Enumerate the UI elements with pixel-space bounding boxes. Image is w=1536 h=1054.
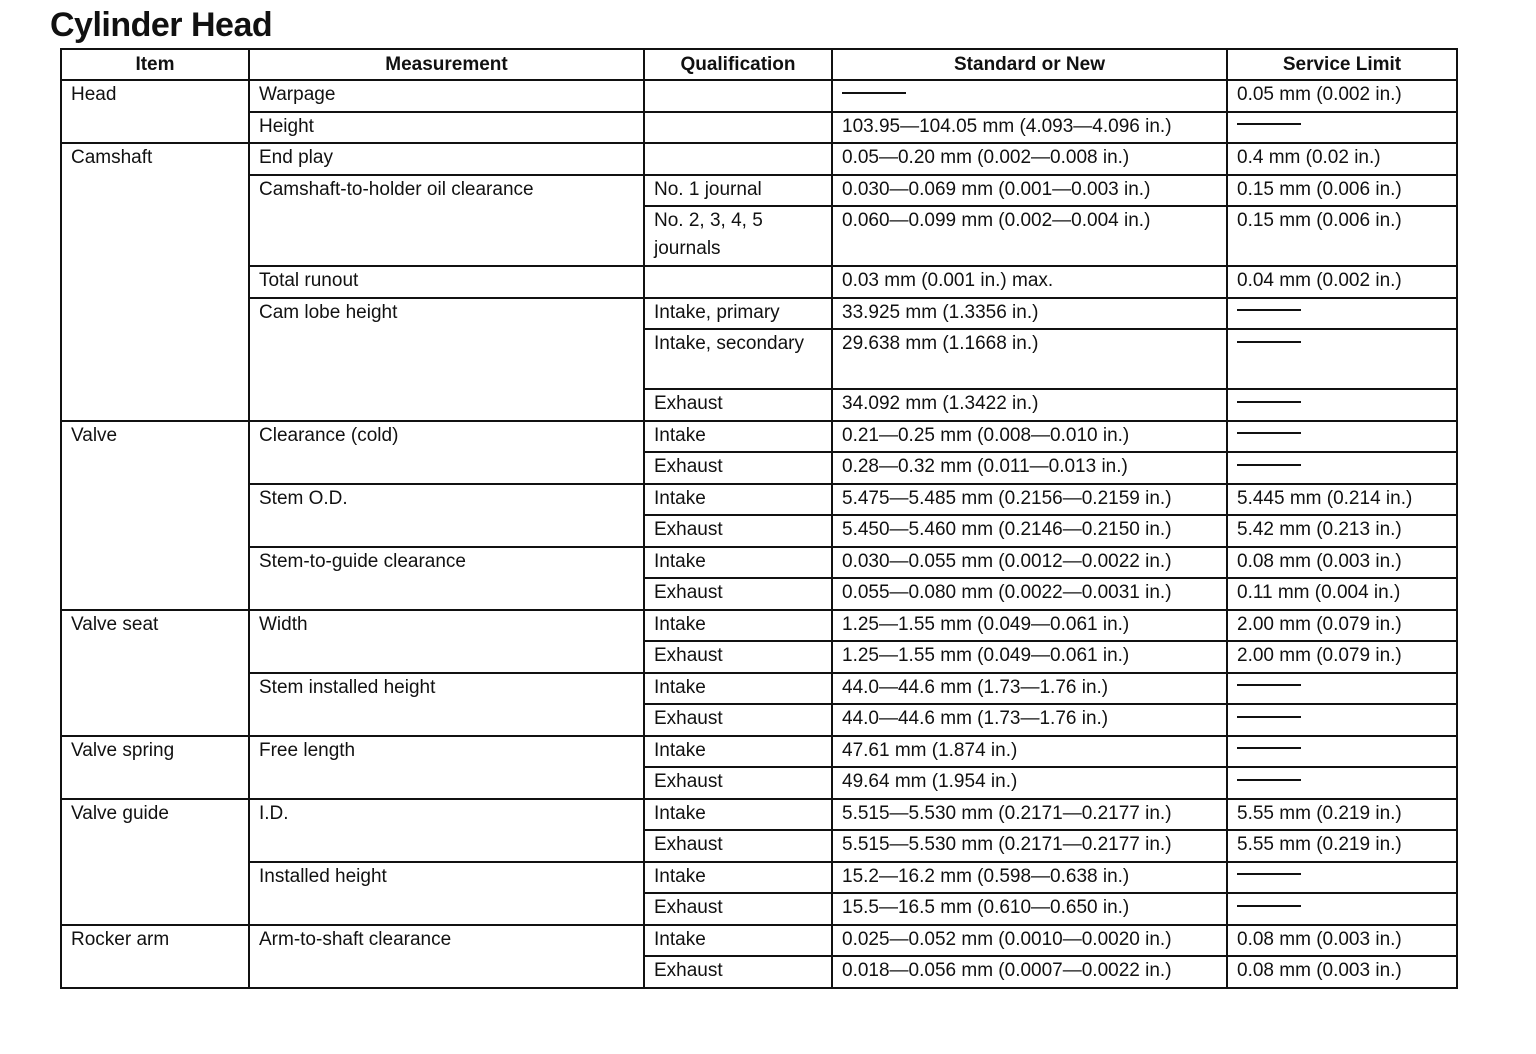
standard-cell: 0.025—0.052 mm (0.0010—0.0020 in.) xyxy=(832,925,1227,957)
qualification-cell xyxy=(644,266,832,298)
standard-cell: 29.638 mm (1.1668 in.) xyxy=(832,329,1227,389)
table-row xyxy=(61,80,1457,112)
dash-placeholder xyxy=(842,92,906,94)
dash-placeholder xyxy=(1237,432,1301,434)
qualification-cell: Intake, primary xyxy=(644,298,832,330)
service-cell xyxy=(1227,862,1457,894)
dash-placeholder xyxy=(1237,905,1301,907)
standard-cell: 0.030—0.069 mm (0.001—0.003 in.) xyxy=(832,175,1227,207)
service-cell xyxy=(1227,767,1457,799)
qualification-cell: Exhaust xyxy=(644,956,832,988)
header-row xyxy=(61,49,1457,80)
measurement-cell: Total runout xyxy=(249,266,644,298)
qualification-cell xyxy=(644,143,832,175)
standard-cell: 44.0—44.6 mm (1.73—1.76 in.) xyxy=(832,704,1227,736)
qualification-cell: Exhaust xyxy=(644,389,832,421)
dash-placeholder xyxy=(1237,401,1301,403)
standard-cell xyxy=(832,80,1227,112)
item-cell: Valve seat xyxy=(61,610,249,736)
dash-placeholder xyxy=(1237,684,1301,686)
dash-placeholder xyxy=(1237,779,1301,781)
measurement-cell: End play xyxy=(249,143,644,175)
qualification-cell: Intake xyxy=(644,484,832,516)
standard-cell: 33.925 mm (1.3356 in.) xyxy=(832,298,1227,330)
standard-cell: 0.018—0.056 mm (0.0007—0.0022 in.) xyxy=(832,956,1227,988)
qualification-cell: Intake xyxy=(644,799,832,831)
table-row xyxy=(61,925,1457,957)
header-service-limit: Service Limit xyxy=(1227,49,1457,80)
standard-cell: 0.28—0.32 mm (0.011—0.013 in.) xyxy=(832,452,1227,484)
qualification-cell: Intake xyxy=(644,736,832,768)
standard-cell: 5.515—5.530 mm (0.2171—0.2177 in.) xyxy=(832,799,1227,831)
measurement-cell: Clearance (cold) xyxy=(249,421,644,484)
qualification-cell: Intake xyxy=(644,862,832,894)
measurement-cell: Arm-to-shaft clearance xyxy=(249,925,644,988)
qualification-cell: Intake xyxy=(644,673,832,705)
item-cell: Rocker arm xyxy=(61,925,249,988)
service-cell: 0.08 mm (0.003 in.) xyxy=(1227,547,1457,579)
dash-placeholder xyxy=(1237,716,1301,718)
service-cell: 5.55 mm (0.219 in.) xyxy=(1227,799,1457,831)
standard-cell: 0.055—0.080 mm (0.0022—0.0031 in.) xyxy=(832,578,1227,610)
measurement-cell: Stem-to-guide clearance xyxy=(249,547,644,610)
service-cell: 0.08 mm (0.003 in.) xyxy=(1227,925,1457,957)
standard-cell: 47.61 mm (1.874 in.) xyxy=(832,736,1227,768)
qualification-cell: Exhaust xyxy=(644,578,832,610)
item-cell: Camshaft xyxy=(61,143,249,421)
dash-placeholder xyxy=(1237,747,1301,749)
standard-cell: 0.05—0.20 mm (0.002—0.008 in.) xyxy=(832,143,1227,175)
measurement-cell: Stem O.D. xyxy=(249,484,644,547)
header-measurement: Measurement xyxy=(249,49,644,80)
qualification-cell: Exhaust xyxy=(644,830,832,862)
standard-cell: 44.0—44.6 mm (1.73—1.76 in.) xyxy=(832,673,1227,705)
service-cell: 0.04 mm (0.002 in.) xyxy=(1227,266,1457,298)
table-row xyxy=(61,736,1457,768)
qualification-cell xyxy=(644,112,832,144)
table-row xyxy=(61,298,1457,330)
service-cell xyxy=(1227,112,1457,144)
page-title: Cylinder Head xyxy=(50,6,273,44)
table-row xyxy=(61,112,1457,144)
service-cell: 0.08 mm (0.003 in.) xyxy=(1227,956,1457,988)
standard-cell: 1.25—1.55 mm (0.049—0.061 in.) xyxy=(832,641,1227,673)
measurement-cell: Cam lobe height xyxy=(249,298,644,421)
measurement-cell: Warpage xyxy=(249,80,644,112)
qualification-cell: Intake xyxy=(644,925,832,957)
qualification-cell xyxy=(644,80,832,112)
service-cell: 2.00 mm (0.079 in.) xyxy=(1227,610,1457,642)
table-row xyxy=(61,143,1457,175)
qualification-cell: Exhaust xyxy=(644,641,832,673)
service-cell xyxy=(1227,329,1457,389)
service-cell: 0.15 mm (0.006 in.) xyxy=(1227,206,1457,266)
qualification-cell: No. 2, 3, 4, 5 journals xyxy=(644,206,832,266)
measurement-cell: Stem installed height xyxy=(249,673,644,736)
service-cell: 0.15 mm (0.006 in.) xyxy=(1227,175,1457,207)
table-row xyxy=(61,421,1457,453)
standard-cell: 49.64 mm (1.954 in.) xyxy=(832,767,1227,799)
service-cell xyxy=(1227,893,1457,925)
service-cell xyxy=(1227,704,1457,736)
service-cell: 5.445 mm (0.214 in.) xyxy=(1227,484,1457,516)
service-cell: 0.11 mm (0.004 in.) xyxy=(1227,578,1457,610)
standard-cell: 103.95—104.05 mm (4.093—4.096 in.) xyxy=(832,112,1227,144)
table-row xyxy=(61,484,1457,516)
measurement-cell: Width xyxy=(249,610,644,673)
service-cell: 0.4 mm (0.02 in.) xyxy=(1227,143,1457,175)
service-cell: 2.00 mm (0.079 in.) xyxy=(1227,641,1457,673)
service-cell xyxy=(1227,452,1457,484)
standard-cell: 0.060—0.099 mm (0.002—0.004 in.) xyxy=(832,206,1227,266)
service-cell: 5.55 mm (0.219 in.) xyxy=(1227,830,1457,862)
standard-cell: 0.03 mm (0.001 in.) max. xyxy=(832,266,1227,298)
qualification-cell: Exhaust xyxy=(644,893,832,925)
service-cell: 5.42 mm (0.213 in.) xyxy=(1227,515,1457,547)
measurement-cell: Camshaft-to-holder oil clearance xyxy=(249,175,644,267)
header-qualification: Qualification xyxy=(644,49,832,80)
item-cell: Valve spring xyxy=(61,736,249,799)
standard-cell: 15.5—16.5 mm (0.610—0.650 in.) xyxy=(832,893,1227,925)
table-row xyxy=(61,862,1457,894)
standard-cell: 5.515—5.530 mm (0.2171—0.2177 in.) xyxy=(832,830,1227,862)
qualification-cell: Intake xyxy=(644,610,832,642)
header-standard: Standard or New xyxy=(832,49,1227,80)
header-item: Item xyxy=(61,49,249,80)
dash-placeholder xyxy=(1237,123,1301,125)
service-cell xyxy=(1227,673,1457,705)
standard-cell: 15.2—16.2 mm (0.598—0.638 in.) xyxy=(832,862,1227,894)
table-row xyxy=(61,175,1457,207)
standard-cell: 1.25—1.55 mm (0.049—0.061 in.) xyxy=(832,610,1227,642)
dash-placeholder xyxy=(1237,309,1301,311)
dash-placeholder xyxy=(1237,341,1301,343)
dash-placeholder xyxy=(1237,873,1301,875)
item-cell: Valve guide xyxy=(61,799,249,925)
service-cell xyxy=(1227,298,1457,330)
measurement-cell: Height xyxy=(249,112,644,144)
measurement-cell: Free length xyxy=(249,736,644,799)
table-row xyxy=(61,799,1457,831)
table-row xyxy=(61,673,1457,705)
qualification-cell: Intake xyxy=(644,421,832,453)
service-cell xyxy=(1227,389,1457,421)
qualification-cell: Exhaust xyxy=(644,515,832,547)
service-cell xyxy=(1227,736,1457,768)
service-cell: 0.05 mm (0.002 in.) xyxy=(1227,80,1457,112)
standard-cell: 5.450—5.460 mm (0.2146—0.2150 in.) xyxy=(832,515,1227,547)
item-cell: Head xyxy=(61,80,249,143)
standard-cell: 34.092 mm (1.3422 in.) xyxy=(832,389,1227,421)
table-row xyxy=(61,547,1457,579)
service-cell xyxy=(1227,421,1457,453)
table-row xyxy=(61,266,1457,298)
standard-cell: 0.21—0.25 mm (0.008—0.010 in.) xyxy=(832,421,1227,453)
measurement-cell: I.D. xyxy=(249,799,644,862)
table-row xyxy=(61,610,1457,642)
qualification-cell: Intake xyxy=(644,547,832,579)
dash-placeholder xyxy=(1237,464,1301,466)
standard-cell: 5.475—5.485 mm (0.2156—0.2159 in.) xyxy=(832,484,1227,516)
standard-cell: 0.030—0.055 mm (0.0012—0.0022 in.) xyxy=(832,547,1227,579)
qualification-cell: Exhaust xyxy=(644,452,832,484)
qualification-cell: No. 1 journal xyxy=(644,175,832,207)
item-cell: Valve xyxy=(61,421,249,610)
qualification-cell: Exhaust xyxy=(644,767,832,799)
measurement-cell: Installed height xyxy=(249,862,644,925)
qualification-cell: Intake, secondary xyxy=(644,329,832,389)
qualification-cell: Exhaust xyxy=(644,704,832,736)
spec-table xyxy=(60,48,1458,989)
